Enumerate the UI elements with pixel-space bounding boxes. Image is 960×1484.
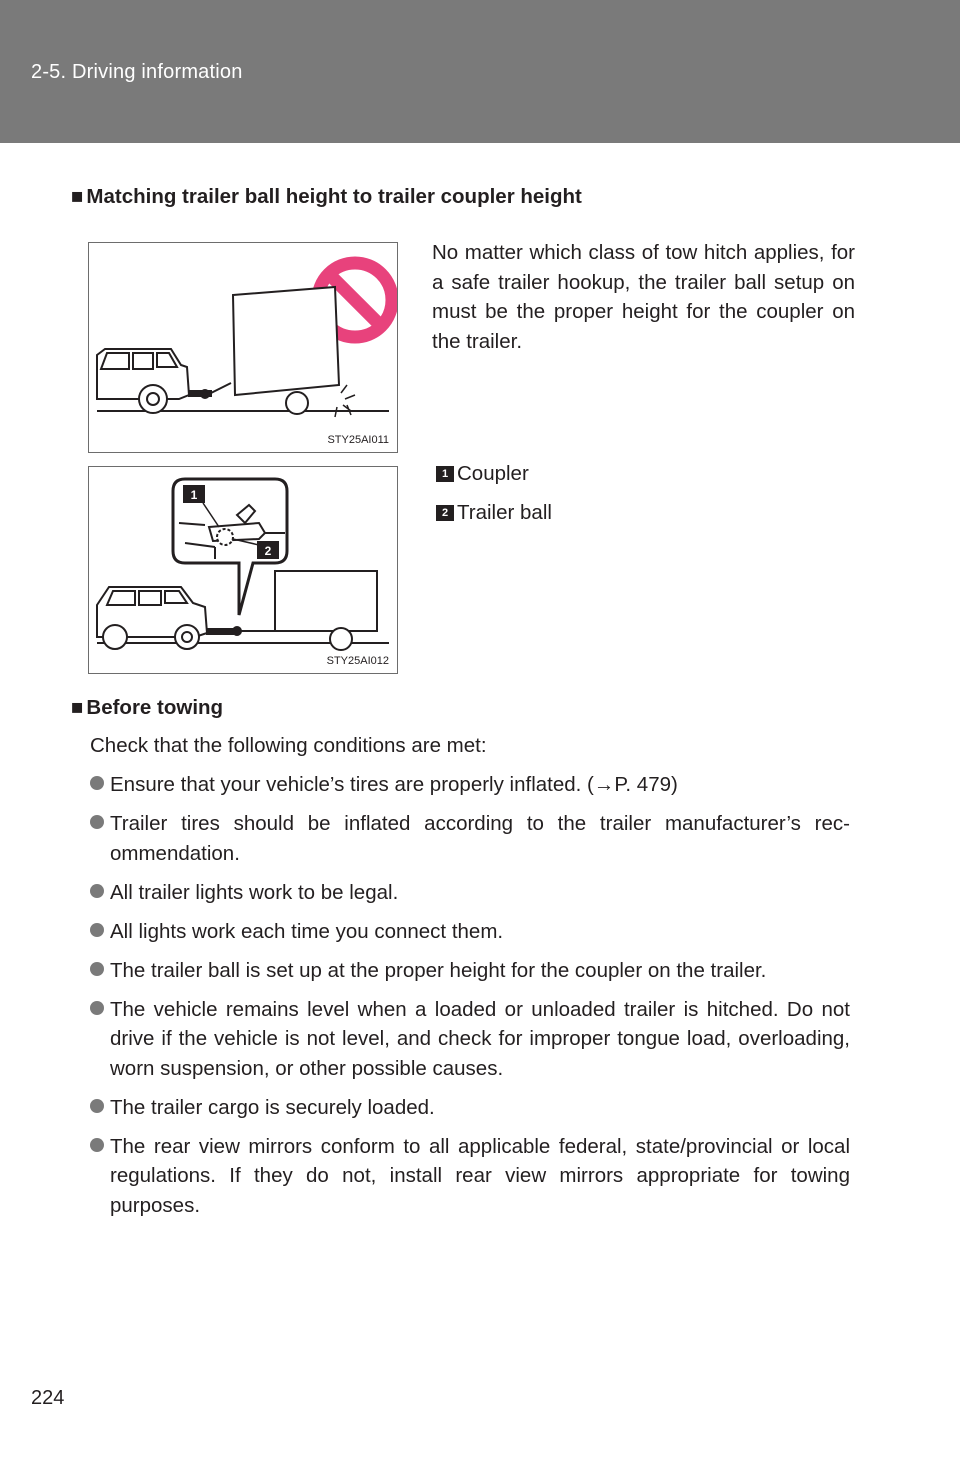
square-bullet-icon: ■ bbox=[71, 696, 84, 719]
list-item: The rear view mirrors conform to all applicable federal, state/provincial or local regulations. If they do not, install rear view mirrors appropriate for towing purposes. bbox=[90, 1132, 850, 1221]
bullet-dot-icon bbox=[90, 923, 104, 937]
list-item: All lights work each time you connect them. bbox=[90, 917, 850, 947]
legend-number-badge: 1 bbox=[436, 466, 454, 482]
list-item: All trailer lights work to be legal. bbox=[90, 878, 850, 908]
bullet-dot-icon bbox=[90, 776, 104, 790]
bullet-dot-icon bbox=[90, 884, 104, 898]
list-item: The vehicle remains level when a loaded or unloaded trailer is hitched. Do not drive if the vehicle is not level, and check for improper tongue load, overloading, worn suspension, or other possible causes. bbox=[90, 995, 850, 1084]
list-item: Ensure that your vehicle’s tires are properly inflated. (→P. 479) bbox=[90, 770, 850, 800]
figure-code: STY25AI011 bbox=[327, 434, 389, 446]
section-heading-matching bbox=[71, 185, 582, 209]
legend-label: Coupler bbox=[457, 462, 529, 485]
list-item: The trailer ball is set up at the proper height for the coupler on the trailer. bbox=[90, 956, 850, 986]
legend-number-badge: 2 bbox=[436, 505, 454, 521]
heading-text: Before towing bbox=[86, 696, 224, 719]
level-trailer-illustration bbox=[89, 467, 397, 673]
list-item: The trailer cargo is securely loaded. bbox=[90, 1093, 850, 1123]
page-number: 224 bbox=[31, 1387, 65, 1409]
bullet-dot-icon bbox=[90, 1138, 104, 1152]
conditions-list bbox=[90, 770, 850, 1230]
figure-improper-hitch bbox=[88, 242, 398, 453]
header-band bbox=[0, 0, 960, 143]
bullet-dot-icon bbox=[90, 1099, 104, 1113]
square-bullet-icon: ■ bbox=[71, 185, 84, 208]
bullet-dot-icon bbox=[90, 815, 104, 829]
heading-text: Matching trailer ball height to trailer coupler height bbox=[86, 185, 582, 208]
list-item: Trailer tires should be inflated according to the trailer manufacturer’s recommendation. bbox=[90, 809, 850, 868]
figure-code: STY25AI012 bbox=[326, 655, 389, 667]
legend-label: Trailer ball bbox=[457, 501, 552, 524]
figure-proper-hitch bbox=[88, 466, 398, 674]
bullet-dot-icon bbox=[90, 1001, 104, 1015]
intro-paragraph: No matter which class of tow hitch applies, for a safe trailer hookup, the trailer ball setup on must be the proper height for the coupler on the trailer. bbox=[432, 241, 855, 353]
legend-item-trailer-ball bbox=[436, 500, 552, 526]
section-title: 2-5. Driving information bbox=[31, 61, 243, 83]
section-heading-before-towing bbox=[71, 696, 223, 720]
svg-text:2: 2 bbox=[264, 544, 272, 558]
svg-text:1: 1 bbox=[190, 488, 198, 502]
bullet-dot-icon bbox=[90, 962, 104, 976]
lead-sentence: Check that the following conditions are met: bbox=[90, 734, 487, 757]
tilted-trailer-illustration bbox=[89, 243, 397, 452]
legend-item-coupler bbox=[436, 461, 529, 487]
